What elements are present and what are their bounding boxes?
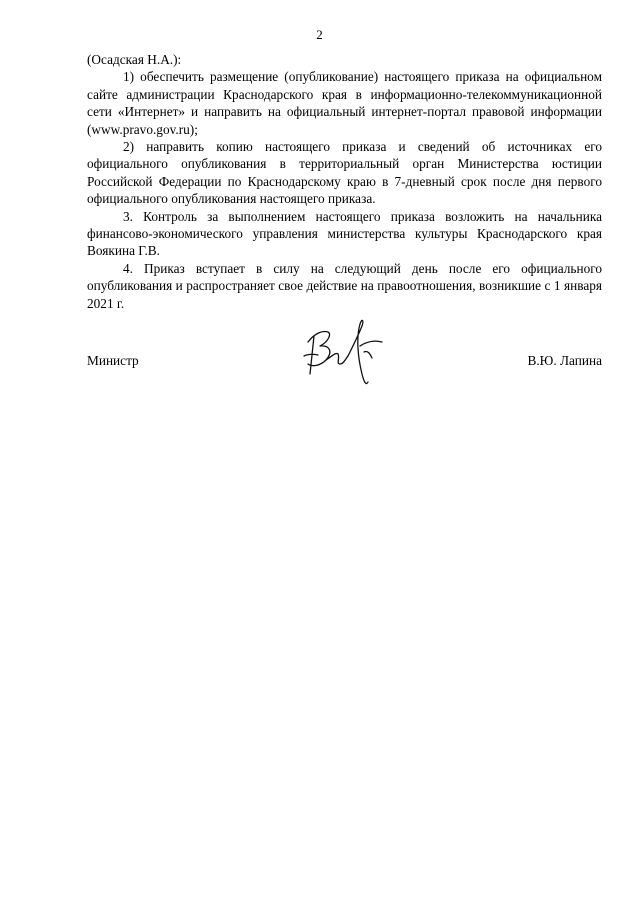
document-body bbox=[87, 51, 602, 312]
paragraph-addressee: (Осадская Н.А.): bbox=[87, 52, 182, 67]
signer-name: В.Ю. Лапина bbox=[527, 353, 602, 368]
paragraph-item-3: 3. Контроль за выполнением настоящего приказа возложить на начальника финансово-экономического управления министерства культуры Краснодарского края Воякина Г.В. bbox=[87, 208, 602, 259]
signer-title: Министр bbox=[87, 353, 139, 368]
page-number: 2 bbox=[316, 27, 323, 42]
paragraph-item-2: 2) направить копию настоящего приказа и сведений об источниках его официального опубликования в территориальный орган Министерства юстиции Российской Федерации по Краснодарскому краю в 7-дневный срок после дня первого официального опубликования настоящего приказа. bbox=[87, 139, 602, 207]
paragraph-item-4: 4. Приказ вступает в силу на следующий день после его официального опубликования и распространяет свое действие на правоотношения, возникшие с 1 января 2021 г. bbox=[87, 260, 602, 311]
signature-row bbox=[87, 352, 602, 372]
paragraph-item-1: 1) обеспечить размещение (опубликование) настоящего приказа на официальном сайте администрации Краснодарского края в информационно-телекоммуникационной сети «Интернет» и направить на официальный интернет-портал правовой информации (www.pravo.gov.ru); bbox=[87, 69, 602, 137]
